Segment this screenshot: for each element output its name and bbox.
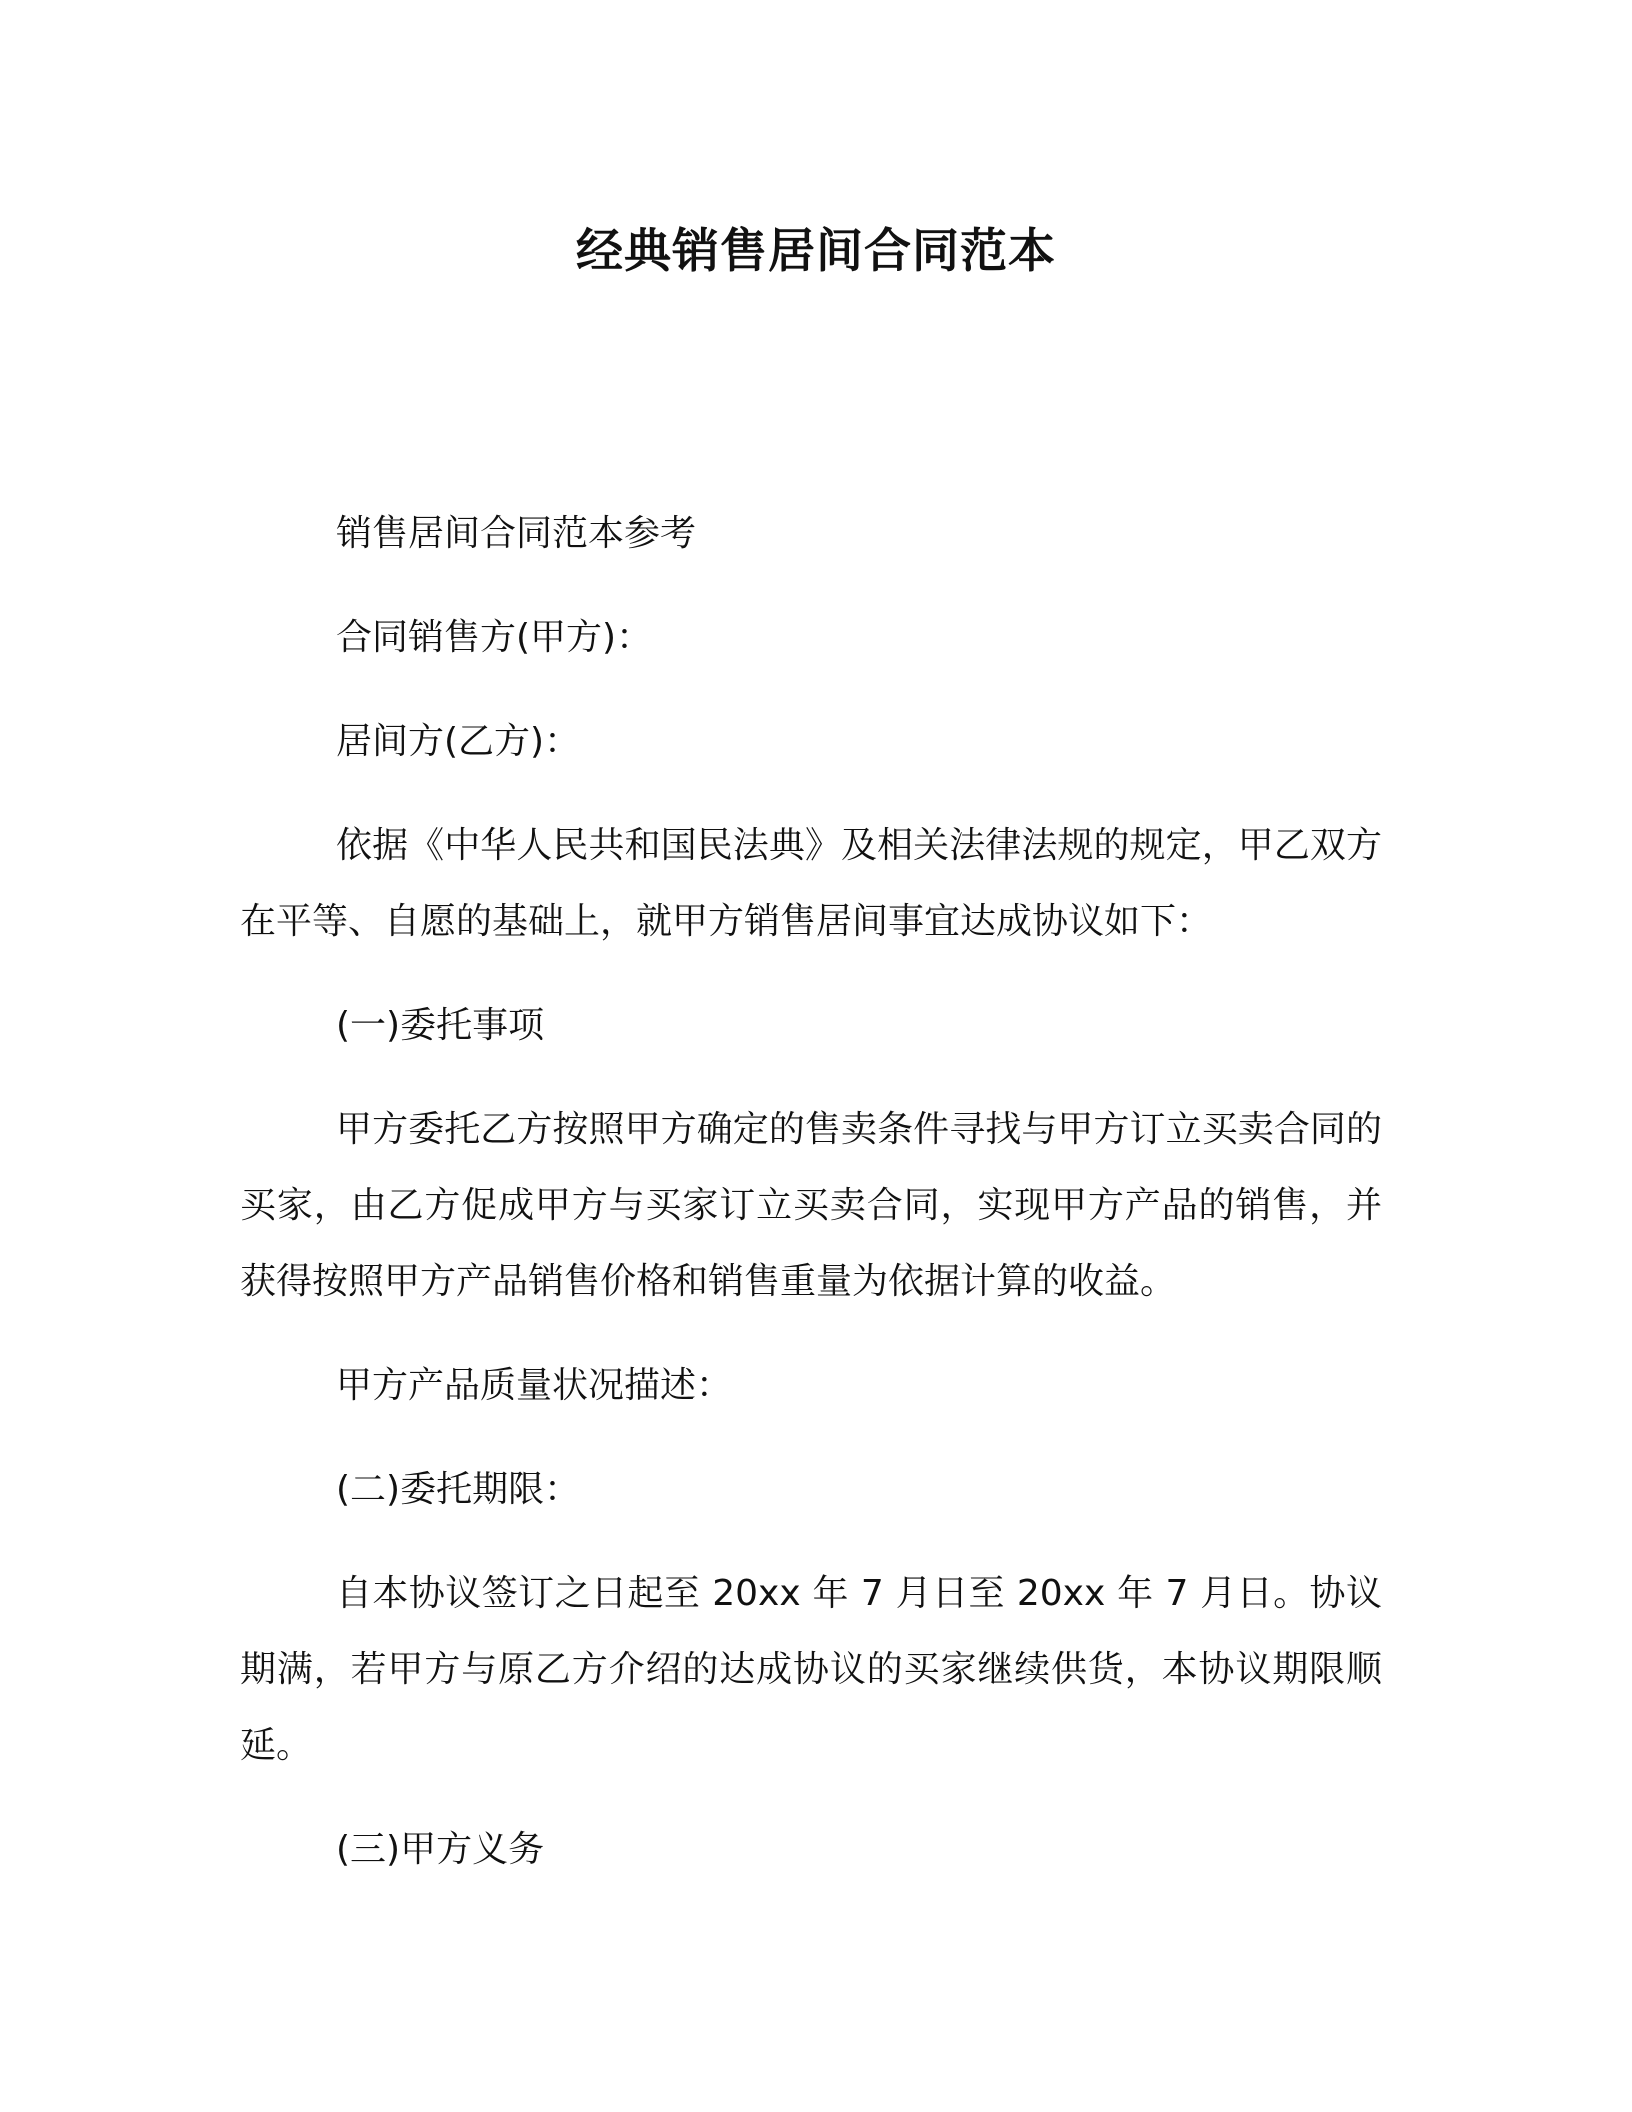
paragraph-subtitle: 销售居间合同范本参考 [336,513,697,554]
document-title: 经典销售居间合同范本 [576,224,1056,279]
paragraph-party-a: 合同销售方(甲方)： [336,617,653,658]
paragraph-product-quality: 甲方产品质量状况描述： [336,1365,733,1406]
document-body [240,496,1382,1888]
paragraph-term: 自本协议签订之日起至 20xx 年 7 月日至 20xx 年 7 月日。协议期满，若甲方与原乙方介绍的达成协议的买家继续供货，本协议期限顺延。 [240,1573,1382,1766]
paragraph-preamble: 依据《中华人民共和国民法典》及相关法律法规的规定，甲乙双方在平等、自愿的基础上，就甲方销售居间事宜达成协议如下： [240,825,1382,942]
paragraph-party-b: 居间方(乙方)： [336,721,581,762]
section-heading-3: (三)甲方义务 [336,1829,545,1870]
section-heading-2: (二)委托期限： [336,1469,581,1510]
paragraph-entrusted-matters: 甲方委托乙方按照甲方确定的售卖条件寻找与甲方订立买卖合同的买家，由乙方促成甲方与买家订立买卖合同，实现甲方产品的销售，并获得按照甲方产品销售价格和销售重量为依据计算的收益。 [240,1109,1382,1302]
section-heading-1: (一)委托事项 [336,1005,545,1046]
